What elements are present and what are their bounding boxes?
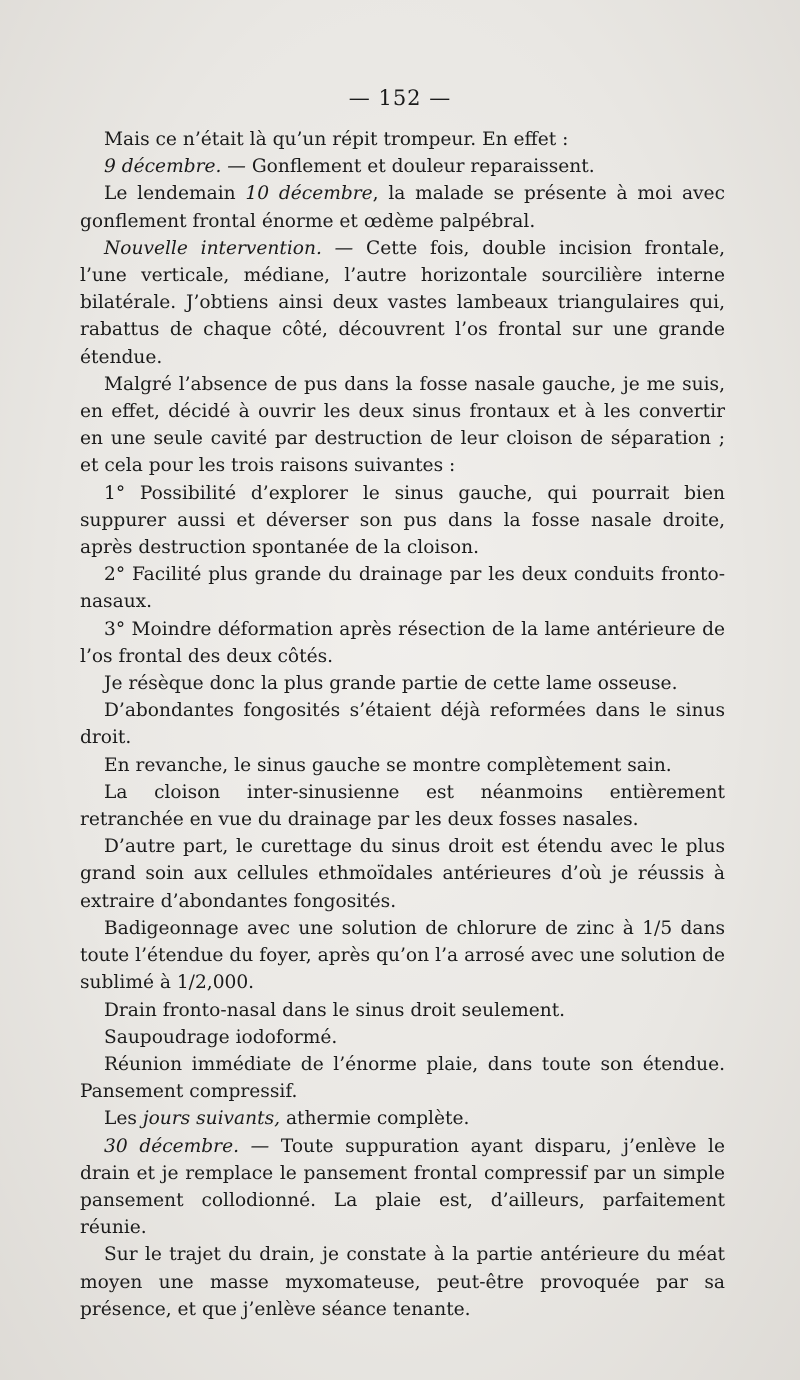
paragraph: [80, 1241, 725, 1323]
paragraph-text: Drain fronto-nasal dans le sinus droit seulement.: [104, 999, 566, 1021]
paragraph: [80, 1051, 725, 1105]
paragraph: [80, 752, 725, 779]
paragraph: [80, 180, 725, 234]
list-item: [80, 480, 725, 562]
paragraph-text: Je résèque donc la plus grande partie de cette lame osseuse.: [104, 673, 678, 695]
paragraph: [80, 779, 725, 833]
paragraph: [80, 1024, 725, 1051]
list-item: [80, 616, 725, 670]
date-heading: 30 décembre. —: [104, 1135, 270, 1157]
paragraph-text: Mais ce n’était là qu’un répit trompeur. En effet :: [104, 129, 569, 150]
section-heading: Nouvelle intervention. —: [104, 237, 354, 259]
emphasis-text: jours suivants,: [142, 1108, 281, 1130]
paragraph: [80, 915, 725, 997]
date-heading: 10 décembre: [245, 183, 373, 205]
paragraph-text: Saupoudrage iodoformé.: [104, 1026, 338, 1048]
list-item: [80, 561, 725, 615]
paragraph-text: La cloison inter-sinusienne est néanmoins entièrement retranchée en vue du drainage par les deux fosses nasales.: [80, 781, 725, 831]
paragraph-text: Toute suppuration ayant disparu, j’enlève le drain et je remplace le pansement frontal compressif par un simple pansement collodionné. La plaie est, d’ailleurs, parfaitement réunie.: [80, 1135, 725, 1239]
paragraph-text: 1° Possibilité d’explorer le sinus gauche, qui pourrait bien suppurer aussi et déverser son pus dans la fosse nasale droite, après destruction spontanée de la cloison.: [80, 482, 725, 559]
body-text: [80, 126, 725, 1323]
paragraph-text: Badigeonnage avec une solution de chlorure de zinc à 1/5 dans toute l’étendue du foyer, après qu’on l’a arrosé avec une solution de sublimé à 1/2,000.: [80, 917, 725, 994]
page-number: — 152 —: [348, 86, 452, 110]
paragraph-text: 2° Facilité plus grande du drainage par les deux conduits fronto-nasaux.: [80, 564, 725, 613]
paragraph-text: Sur le trajet du drain, je constate à la partie antérieure du méat moyen une masse myxomateuse, peut-être provoquée par sa présence, et que j’enlève séance tenante.: [80, 1244, 725, 1320]
paragraph-text: Le lendemain: [104, 183, 246, 205]
paragraph-text: 3° Moindre déformation après résection de la lame antérieure de l’os frontal des deux côtés.: [80, 618, 725, 667]
paragraph-text: Malgré l’absence de pus dans la fosse nasale gauche, je me suis, en effet, décidé à ouvrir les deux sinus frontaux et à les convertir en une seule cavité par destruction de leur cloison de séparation ; et cela pour les trois raisons suivantes :: [80, 373, 725, 477]
paragraph-text: Gonflement et douleur reparaissent.: [245, 156, 595, 178]
paragraph-text: D’abondantes fongosités s’étaient déjà reformées dans le sinus droit.: [80, 700, 725, 749]
paragraph: [80, 371, 725, 480]
paragraph-text: , la malade se présente à moi avec gonflement frontal énorme et œdème palpébral.: [80, 183, 725, 232]
paragraph-text: D’autre part, le curettage du sinus droit est étendu avec le plus grand soin aux cellules ethmoïdales antérieures d’où je réussis à extraire d’abondantes fongosités.: [80, 836, 725, 912]
paragraph-text: Les: [104, 1108, 143, 1130]
paragraph: [80, 153, 725, 180]
paragraph: [80, 833, 725, 915]
paragraph: [80, 126, 725, 153]
paragraph-text: Réunion immédiate de l’énorme plaie, dans toute son étendue. Pansement compressif.: [80, 1053, 725, 1103]
paragraph: [80, 670, 725, 697]
paragraph: [80, 1133, 725, 1242]
paragraph: [80, 1105, 725, 1132]
paragraph: [80, 997, 725, 1024]
paragraph-text: Cette fois, double incision frontale, l’une verticale, médiane, l’autre horizontale sourcilière interne bilatérale. J’obtiens ainsi deux vastes lambeaux triangulaires qui, rabattus de chaque côté, découvrent l’os frontal sur une grande étendue.: [80, 237, 726, 368]
date-heading: 9 décembre. —: [104, 156, 246, 178]
paragraph: [80, 235, 725, 371]
paragraph-text: En revanche, le sinus gauche se montre complètement sain.: [104, 754, 672, 776]
paragraph: [80, 697, 725, 751]
paragraph-text: athermie complète.: [280, 1108, 470, 1130]
